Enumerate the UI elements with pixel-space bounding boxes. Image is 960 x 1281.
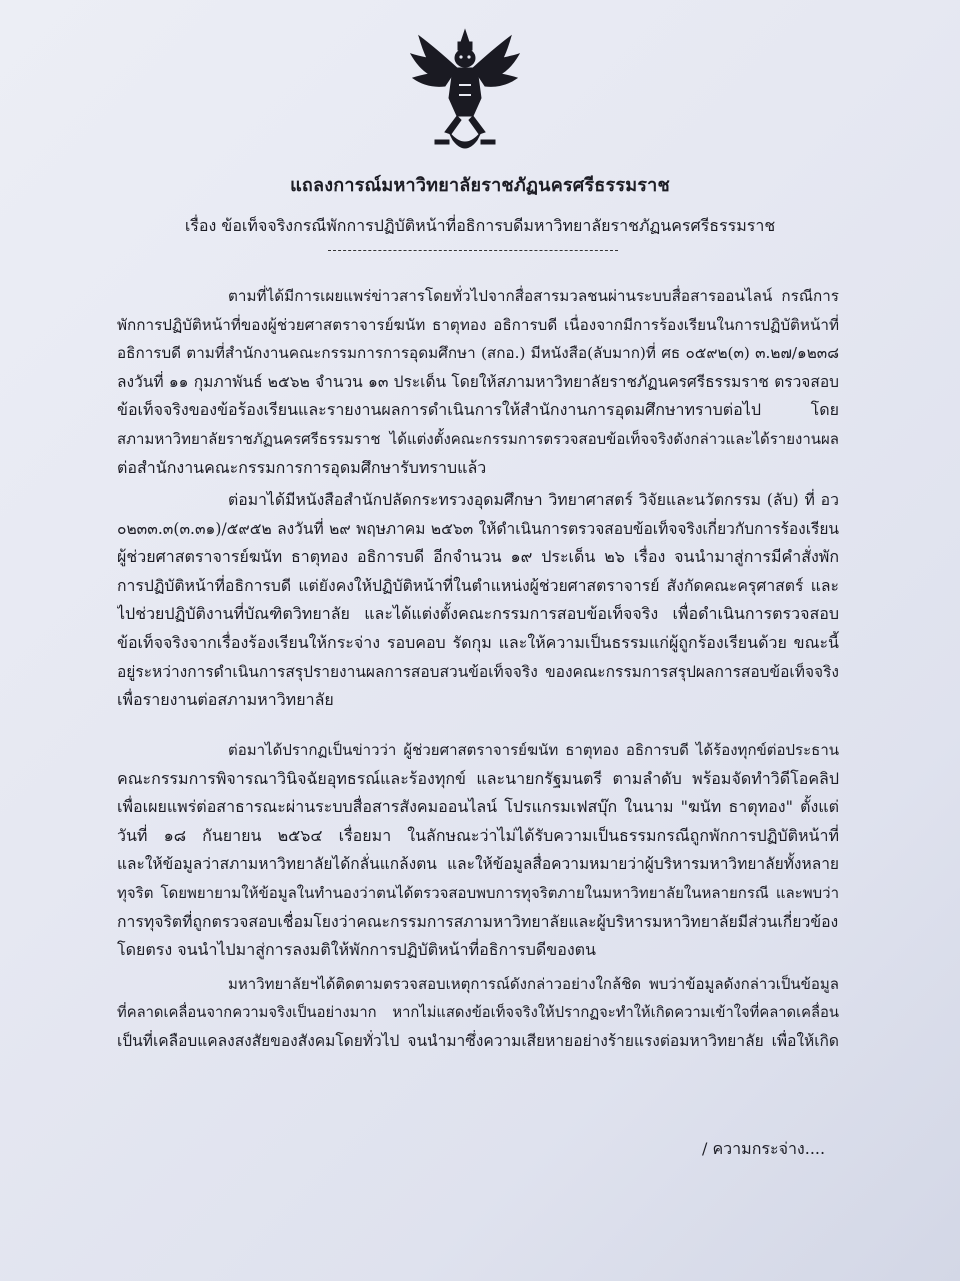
paragraph-line: ข้อเท็จจริงของข้อร้องเรียนและรายงานผลการดำเนินการให้สำนักงานการอุดมศึกษาทราบต่อไป โดย xyxy=(117,400,839,420)
paragraph-line: อยู่ระหว่างการดำเนินการสรุปรายงานผลการสอบสวนข้อเท็จจริง ของคณะกรรมการสรุปผลการสอบข้อเท็จจริง xyxy=(117,662,839,681)
paragraph-line: ที่คลาดเคลื่อนจากความจริงเป็นอย่างมาก หากไม่แสดงข้อเท็จจริงให้ปรากฏจะทำให้เกิดความเข้าใจที่คลาดเคลื่อน xyxy=(117,1003,839,1021)
paragraph-line: ข้อเท็จจริงจากเรื่องร้องเรียนให้กระจ่าง รอบคอบ รัดกุม และให้ความเป็นธรรมแก่ผู้ถูกร้องเรียนด้วย ขณะนี้ xyxy=(117,632,839,652)
paragraph-line: ต่อสำนักงานคณะกรรมการการอุดมศึกษารับทราบแล้ว xyxy=(117,457,487,477)
paragraph-line: คณะกรรมการพิจารณาวินิจฉัยอุทธรณ์และร้องทุกข์ และนายกรัฐมนตรี ตามลำดับ พร้อมจัดทำวิดีโอคลิป xyxy=(117,768,839,788)
statement-subject: เรื่อง ข้อเท็จจริงกรณีพักการปฏิบัติหน้าที่อธิการบดีมหาวิทยาลัยราชภัฏนครศรีธรรมราช xyxy=(184,216,776,235)
paragraph-line: ไปช่วยปฏิบัติงานที่บัณฑิตวิทยาลัย และได้แต่งตั้งคณะกรรมการสอบข้อเท็จจริง เพื่อดำเนินการตรวจสอบ xyxy=(117,604,839,624)
paragraph-line: เพื่อรายงานต่อสภามหาวิทยาลัย xyxy=(117,690,334,710)
paragraph-line: อธิการบดี ตามที่สำนักงานคณะกรรมการการอุดมศึกษา (สกอ.) มีหนังสือ(ลับมาก)ที่ ศธ ๐๕๙๒(๓) ๓.๒๗/๑๒๓๘ xyxy=(117,344,839,363)
paragraph-line: ต่อมาได้มีหนังสือสำนักปลัดกระทรวงอุดมศึกษา วิทยาศาสตร์ วิจัยและนวัตกรรม (ลับ) ที่ อว xyxy=(228,490,839,509)
paragraph-line: เพื่อเผยแพร่ต่อสาธารณะผ่านระบบสื่อสารสังคมออนไลน์ โปรแกรมเฟสบุ๊ก ในนาม "ฆนัท ธาตุทอง" ตั้งแต่ xyxy=(117,797,839,817)
paragraph-line: พักการปฏิบัติหน้าที่ของผู้ช่วยศาสตราจารย์ฆนัท ธาตุทอง อธิการบดี เนื่องจากมีการร้องเรียนในการปฏิบัติหน้าที่ xyxy=(117,315,839,334)
paragraph-line: วันที่ ๑๘ กันยายน ๒๕๖๔ เรื่อยมา ในลักษณะว่าไม่ได้รับความเป็นธรรมกรณีถูกพักการปฏิบัติหน้าที่ xyxy=(117,825,839,845)
paragraph-line: เป็นที่เคลือบแคลงสงสัยของสังคมโดยทั่วไป จนนำมาซึ่งความเสียหายอย่างร้ายแรงต่อมหาวิทยาลัย เพื่อให้เกิด xyxy=(117,1032,839,1051)
paragraph-line: การทุจริตที่ถูกตรวจสอบเชื่อมโยงว่าคณะกรรมการสภามหาวิทยาลัยและผู้บริหารมหาวิทยาลัยมีส่วนเกี่ยวข้อง xyxy=(117,911,839,931)
garuda-emblem-icon xyxy=(405,28,525,158)
paragraph-line: สภามหาวิทยาลัยราชภัฏนครศรีธรรมราช ได้แต่งตั้งคณะกรรมการตรวจสอบข้อเท็จจริงดังกล่าวและได้รายงานผล xyxy=(117,429,839,448)
paragraph-2 xyxy=(117,486,839,715)
paragraph-line: ๐๒๓๓.๓(๓.๓๑)/๕๙๕๒ ลงวันที่ ๒๙ พฤษภาคม ๒๕๖๓ ให้ดำเนินการตรวจสอบข้อเท็จจริงเกี่ยวกับการร้องเรียน xyxy=(117,519,839,538)
paragraph-1 xyxy=(117,282,839,482)
continuation-marker: / ความกระจ่าง.... xyxy=(702,1139,826,1158)
paragraph-line: ทุจริต โดยพยายามให้ข้อมูลในทำนองว่าตนได้ตรวจสอบพบการทุจริตภายในมหาวิทยาลัยในหลายกรณี และพบว่า xyxy=(117,883,839,902)
paragraph-line: ผู้ช่วยศาสตราจารย์ฆนัท ธาตุทอง อธิการบดี อีกจำนวน ๑๙ ประเด็น ๒๖ เรื่อง จนนำมาสู่การมีคำสั่งพัก xyxy=(117,547,839,567)
paragraph-line: มหาวิทยาลัยฯได้ติดตามตรวจสอบเหตุการณ์ดังกล่าวอย่างใกล้ชิด พบว่าข้อมูลดังกล่าวเป็นข้อมูล xyxy=(228,975,839,993)
paragraph-3 xyxy=(117,736,839,965)
paragraph-line: โดยตรง จนนำไปมาสู่การลงมติให้พักการปฏิบัติหน้าที่อธิการบดีของตน xyxy=(117,940,596,960)
paragraph-line: ต่อมาได้ปรากฏเป็นข่าวว่า ผู้ช่วยศาสตราจารย์ฆนัท ธาตุทอง อธิการบดี ได้ร้องทุกข์ต่อประธาน xyxy=(228,741,839,759)
paragraph-line: และให้ข้อมูลว่าสภามหาวิทยาลัยได้กลั่นแกล้งตน และให้ข้อมูลสื่อความหมายว่าผู้บริหารมหาวิทยาลัยทั้งหลาย xyxy=(117,855,839,874)
paragraph-4 xyxy=(117,970,839,1056)
statement-title: แถลงการณ์มหาวิทยาลัยราชภัฏนครศรีธรรมราช xyxy=(290,175,670,196)
paragraph-line: ลงวันที่ ๑๑ กุมภาพันธ์ ๒๕๖๒ จำนวน ๑๓ ประเด็น โดยให้สภามหาวิทยาลัยราชภัฏนครศรีธรรมราช ตรวจสอบ xyxy=(117,372,839,391)
separator-line xyxy=(328,250,618,251)
paragraph-line: ตามที่ได้มีการเผยแพร่ข่าวสารโดยทั่วไปจากสื่อสารมวลชนผ่านระบบสื่อสารออนไลน์ กรณีการ xyxy=(228,287,839,305)
paragraph-line: การปฏิบัติหน้าที่อธิการบดี แต่ยังคงให้ปฏิบัติหน้าที่ในตำแหน่งผู้ช่วยศาสตราจารย์ สังกัดคณะครุศาสตร์ และ xyxy=(117,575,839,595)
